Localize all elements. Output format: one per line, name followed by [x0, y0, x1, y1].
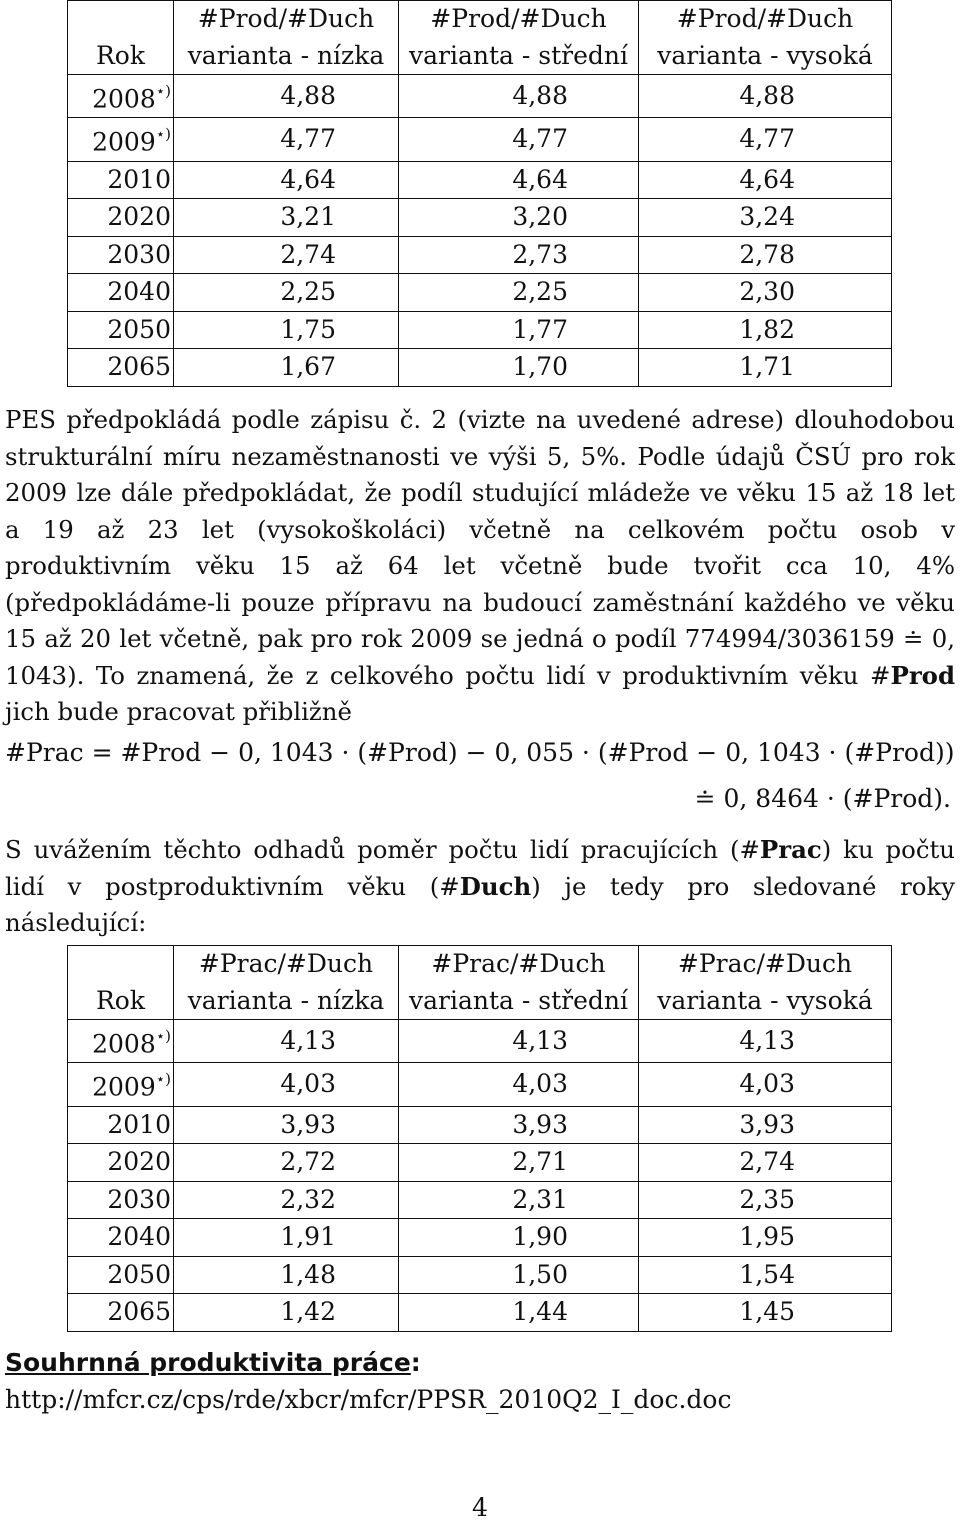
table-row [68, 161, 892, 199]
value-cell: 2,71 [399, 1144, 639, 1182]
value-cell: 1,50 [399, 1256, 639, 1294]
year-cell: 2040 [68, 274, 174, 312]
value-cell: 2,31 [399, 1181, 639, 1219]
equation-line-1: #Prac = #Prod − 0, 1043 · (#Prod) − 0, 055 · (#Prod − 0, 1043 · (#Prod)) [5, 738, 955, 767]
table-row [68, 236, 892, 274]
table-row [68, 349, 892, 387]
value-cell: 1,45 [639, 1294, 892, 1332]
value-cell: 1,95 [639, 1219, 892, 1257]
header-cell: #Prod/#Duch [399, 1, 639, 38]
year-cell: 2065 [68, 1294, 174, 1332]
value-cell: 2,72 [174, 1144, 399, 1182]
header-cell: #Prod/#Duch [639, 1, 892, 38]
year-cell: 2020 [68, 1144, 174, 1182]
value-cell: 2,73 [399, 236, 639, 274]
value-cell: 2,30 [639, 274, 892, 312]
header-cell: Rok [68, 983, 174, 1020]
value-cell: 1,90 [399, 1219, 639, 1257]
bold-term: Prac [759, 835, 822, 864]
header-cell [68, 946, 174, 983]
header-cell: varianta - nízka [174, 38, 399, 75]
table-row [68, 1063, 892, 1106]
prac-duch-table [67, 945, 892, 1332]
year-cell: 2030 [68, 236, 174, 274]
table-row [68, 75, 892, 118]
value-cell: 4,77 [399, 118, 639, 161]
table-row [68, 1020, 892, 1063]
table-row [68, 311, 892, 349]
value-cell: 1,48 [174, 1256, 399, 1294]
value-cell: 1,71 [639, 349, 892, 387]
value-cell: 2,25 [174, 274, 399, 312]
unemployment-paragraph: PES předpokládá podle zápisu č. 2 (vizte na uvedené adrese) dlouhodobou strukturální míru nezaměstnanosti ve výši 5, 5%. Podle údajů ČSÚ pro rok 2009 lze dále předpokládat, že podíl studující mládeže ve věku 15 až 18 let a 19 až 23 let (vysokoškoláci) včetně na celkovém počtu osob v produktivním věku 15 až 64 let včetně bude tvořit cca 10, 4% (předpokládáme-li pouze přípravu na budoucí zaměstnání každého ve věku 15 až 20 let včetně, pak pro rok 2009 se jedná o podíl 774994/3036159 ≐ 0, 1043). To znamená, že z celkového počtu lidí v produktivním věku #Prod jich bude pracovat přibližně [5, 405, 955, 726]
value-cell: 4,13 [174, 1020, 399, 1063]
table-row [68, 118, 892, 161]
value-cell: 1,54 [639, 1256, 892, 1294]
value-cell: 4,03 [639, 1063, 892, 1106]
value-cell: 4,77 [639, 118, 892, 161]
header-cell: #Prod/#Duch [174, 1, 399, 38]
value-cell: 1,44 [399, 1294, 639, 1332]
year-cell: 2009⋆) [68, 118, 174, 161]
value-cell: 1,77 [399, 311, 639, 349]
table-header-row [68, 946, 892, 983]
header-cell: #Prac/#Duch [639, 946, 892, 983]
value-cell: 4,64 [174, 161, 399, 199]
year-cell: 2050 [68, 311, 174, 349]
header-cell: varianta - střední [399, 983, 639, 1020]
value-cell: 2,35 [639, 1181, 892, 1219]
table-row [68, 1256, 892, 1294]
value-cell: 3,24 [639, 199, 892, 237]
value-cell: 3,20 [399, 199, 639, 237]
value-cell: 4,13 [399, 1020, 639, 1063]
table-header-row [68, 983, 892, 1020]
value-cell: 1,75 [174, 311, 399, 349]
prod-duch-table [67, 0, 892, 387]
year-cell: 2010 [68, 161, 174, 199]
header-cell: varianta - nízka [174, 983, 399, 1020]
table-row [68, 1106, 892, 1144]
header-cell: Rok [68, 38, 174, 75]
table-row [68, 1219, 892, 1257]
table-row [68, 1181, 892, 1219]
year-cell: 2008⋆) [68, 75, 174, 118]
value-cell: 1,91 [174, 1219, 399, 1257]
year-cell: 2010 [68, 1106, 174, 1144]
value-cell: 2,74 [639, 1144, 892, 1182]
header-cell: #Prac/#Duch [174, 946, 399, 983]
value-cell: 4,13 [639, 1020, 892, 1063]
value-cell: 4,03 [399, 1063, 639, 1106]
value-cell: 4,88 [639, 75, 892, 118]
ratio-paragraph: S uvážením těchto odhadů poměr počtu lidí pracujících (#Prac) ku počtu lidí v postproduktivním věku (#Duch) je tedy pro sledované roky následující: [5, 835, 956, 937]
value-cell: 4,64 [639, 161, 892, 199]
header-cell [68, 1, 174, 38]
value-cell: 4,77 [174, 118, 399, 161]
value-cell: 3,21 [174, 199, 399, 237]
table-row [68, 1144, 892, 1182]
header-cell: varianta - vysoká [639, 983, 892, 1020]
bold-term: Duch [459, 871, 532, 901]
table-header-row [68, 1, 892, 38]
year-cell: 2009⋆) [68, 1063, 174, 1106]
value-cell: 4,03 [174, 1063, 399, 1106]
bold-term: Prod [890, 660, 955, 690]
value-cell: 4,64 [399, 161, 639, 199]
value-cell: 3,93 [399, 1106, 639, 1144]
year-cell: 2050 [68, 1256, 174, 1294]
header-cell: #Prac/#Duch [399, 946, 639, 983]
table-header-row [68, 38, 892, 75]
year-cell: 2030 [68, 1181, 174, 1219]
value-cell: 3,93 [639, 1106, 892, 1144]
value-cell: 4,88 [174, 75, 399, 118]
value-cell: 2,25 [399, 274, 639, 312]
value-cell: 2,74 [174, 236, 399, 274]
page-number: 4 [472, 1493, 488, 1522]
header-cell: varianta - střední [399, 38, 639, 75]
value-cell: 1,67 [174, 349, 399, 387]
value-cell: 2,32 [174, 1181, 399, 1219]
equation-line-2: ≐ 0, 8464 · (#Prod). [694, 784, 951, 813]
value-cell: 2,78 [639, 236, 892, 274]
year-cell: 2065 [68, 349, 174, 387]
value-cell: 4,88 [399, 75, 639, 118]
section-heading: Souhrnná produktivita práce: [5, 1348, 421, 1377]
table-row [68, 1294, 892, 1332]
header-cell: varianta - vysoká [639, 38, 892, 75]
source-link[interactable]: http://mfcr.cz/cps/rde/xbcr/mfcr/PPSR_2010Q2_I_doc.doc [5, 1385, 732, 1414]
year-cell: 2040 [68, 1219, 174, 1257]
value-cell: 1,82 [639, 311, 892, 349]
table-row [68, 274, 892, 312]
value-cell: 3,93 [174, 1106, 399, 1144]
value-cell: 1,42 [174, 1294, 399, 1332]
table-row [68, 199, 892, 237]
value-cell: 1,70 [399, 349, 639, 387]
year-cell: 2008⋆) [68, 1020, 174, 1063]
year-cell: 2020 [68, 199, 174, 237]
